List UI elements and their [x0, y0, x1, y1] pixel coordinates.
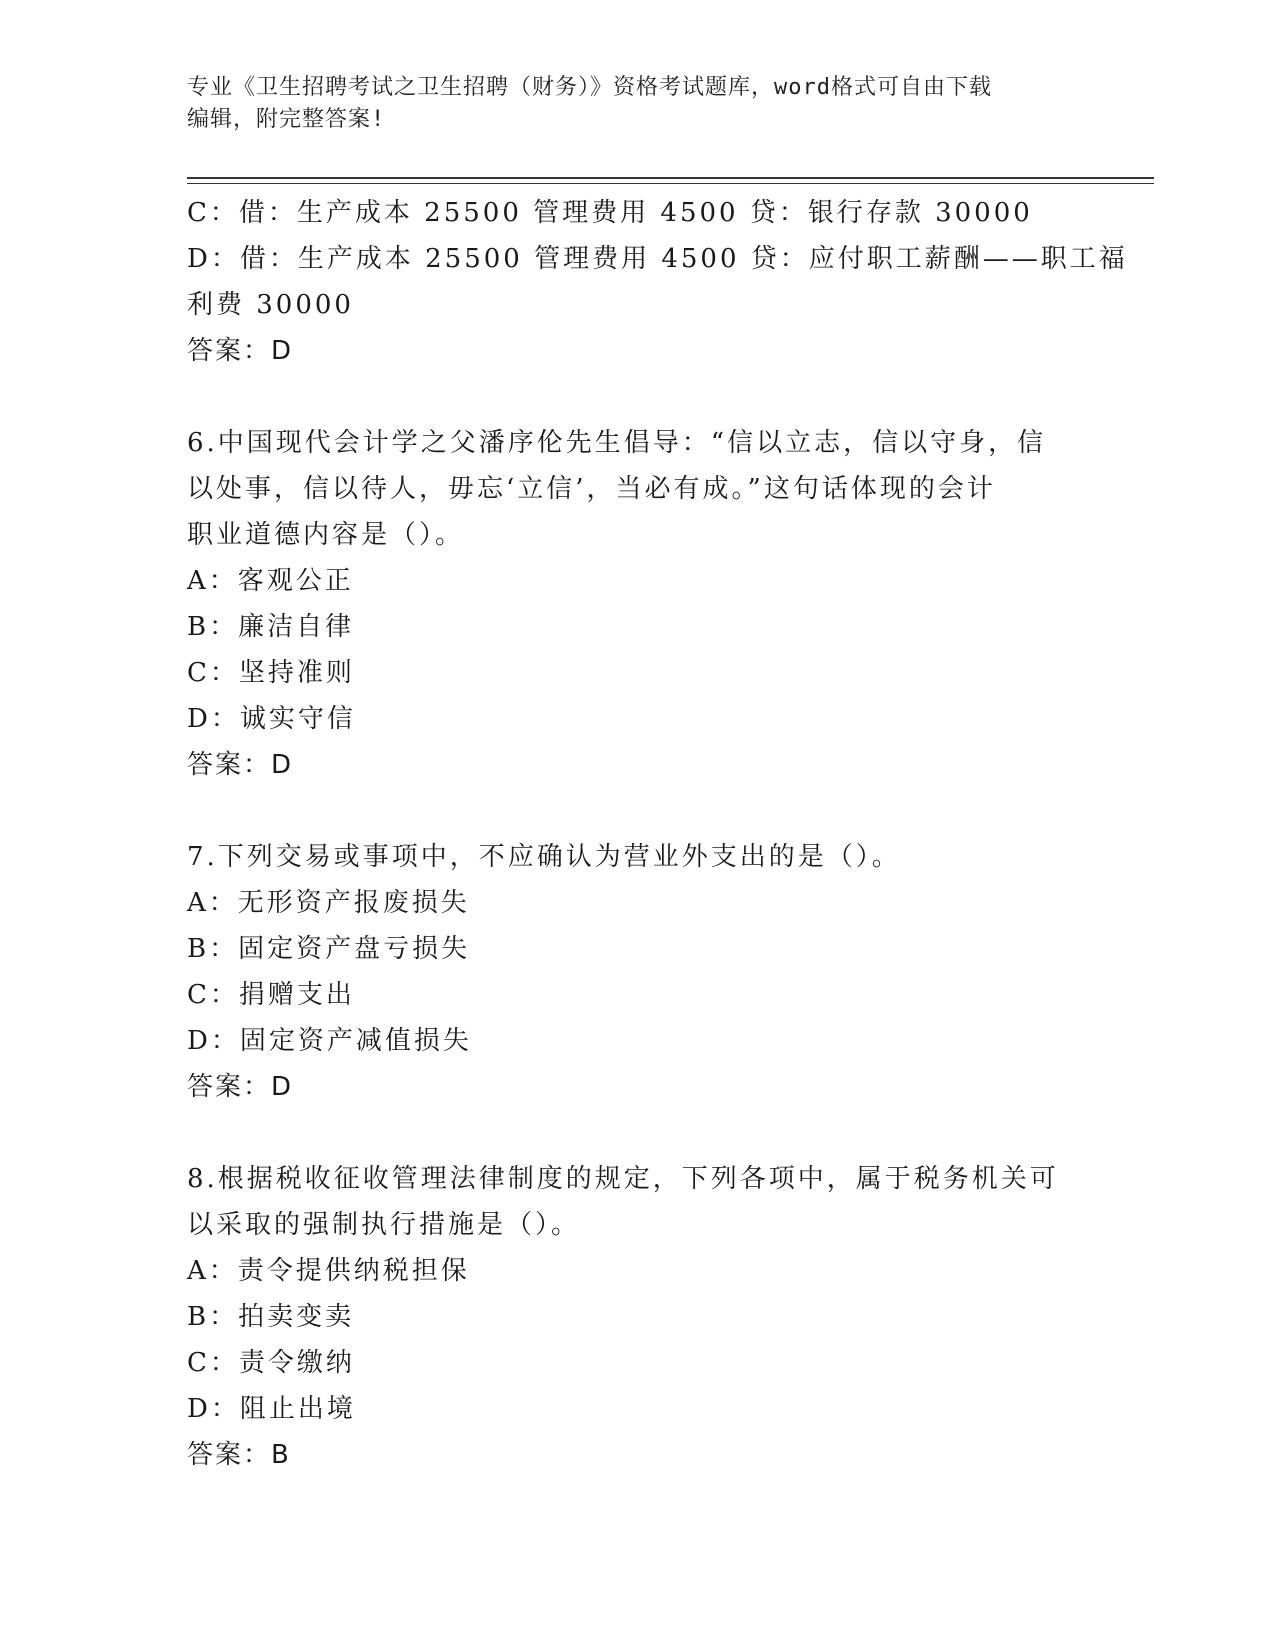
question-stem: 以采取的强制执行措施是（）。: [187, 1210, 581, 1240]
answer-line: 答案：D: [187, 750, 294, 780]
option-b: B：固定资产盘亏损失: [187, 934, 471, 964]
header-rule-thick: [187, 177, 1154, 179]
option-d: D：阻止出境: [187, 1394, 356, 1424]
option-d-continued: 利费 30000: [187, 290, 354, 320]
option-c: C：借：生产成本 25500 管理费用 4500 贷：银行存款 30000: [187, 198, 1033, 228]
option-c: C：捐赠支出: [187, 980, 355, 1010]
option-c: C：责令缴纳: [187, 1348, 355, 1378]
answer-line: 答案：D: [187, 336, 294, 366]
option-b: B：拍卖变卖: [187, 1302, 355, 1332]
option-d: D：固定资产减值损失: [187, 1026, 472, 1056]
question-6: [187, 420, 1067, 788]
question-stem: 职业道德内容是（）。: [187, 520, 465, 550]
question-stem: 6.中国现代会计学之父潘序伦先生倡导：“信以立志，信以守身，信: [187, 428, 1047, 458]
option-d: D：诚实守信: [187, 704, 356, 734]
question-fragment: [187, 190, 1128, 374]
option-a: A：客观公正: [187, 566, 354, 596]
option-a: A：责令提供纳税担保: [187, 1256, 470, 1286]
question-7: [187, 834, 1067, 1110]
header-line-1: 专业《卫生招聘考试之卫生招聘（财务）》资格考试题库，word格式可自由下载: [187, 75, 992, 100]
option-c: C：坚持准则: [187, 658, 355, 688]
option-b: B：廉洁自律: [187, 612, 355, 642]
question-stem: 7.下列交易或事项中，不应确认为营业外支出的是（）。: [187, 842, 901, 872]
answer-line: 答案：D: [187, 1072, 294, 1102]
question-stem: 8.根据税收征收管理法律制度的规定，下列各项中，属于税务机关可: [187, 1164, 1059, 1194]
question-stem: 以处事，信以待人，毋忘‘立信’，当必有成。”这句话体现的会计: [187, 474, 996, 504]
document-header: [187, 72, 1067, 136]
question-8: [187, 1156, 1067, 1478]
document-body: [187, 190, 1128, 1478]
spacer: [187, 1110, 1067, 1156]
option-a: A：无形资产报废损失: [187, 888, 470, 918]
answer-line: 答案：B: [187, 1440, 291, 1470]
option-d: D：借：生产成本 25500 管理费用 4500 贷：应付职工薪酬——职工福: [187, 244, 1128, 274]
spacer: [187, 374, 1067, 420]
header-line-2: 编辑，附完整答案!: [187, 107, 386, 132]
header-rule-thin: [187, 183, 1154, 184]
spacer: [187, 788, 1067, 834]
